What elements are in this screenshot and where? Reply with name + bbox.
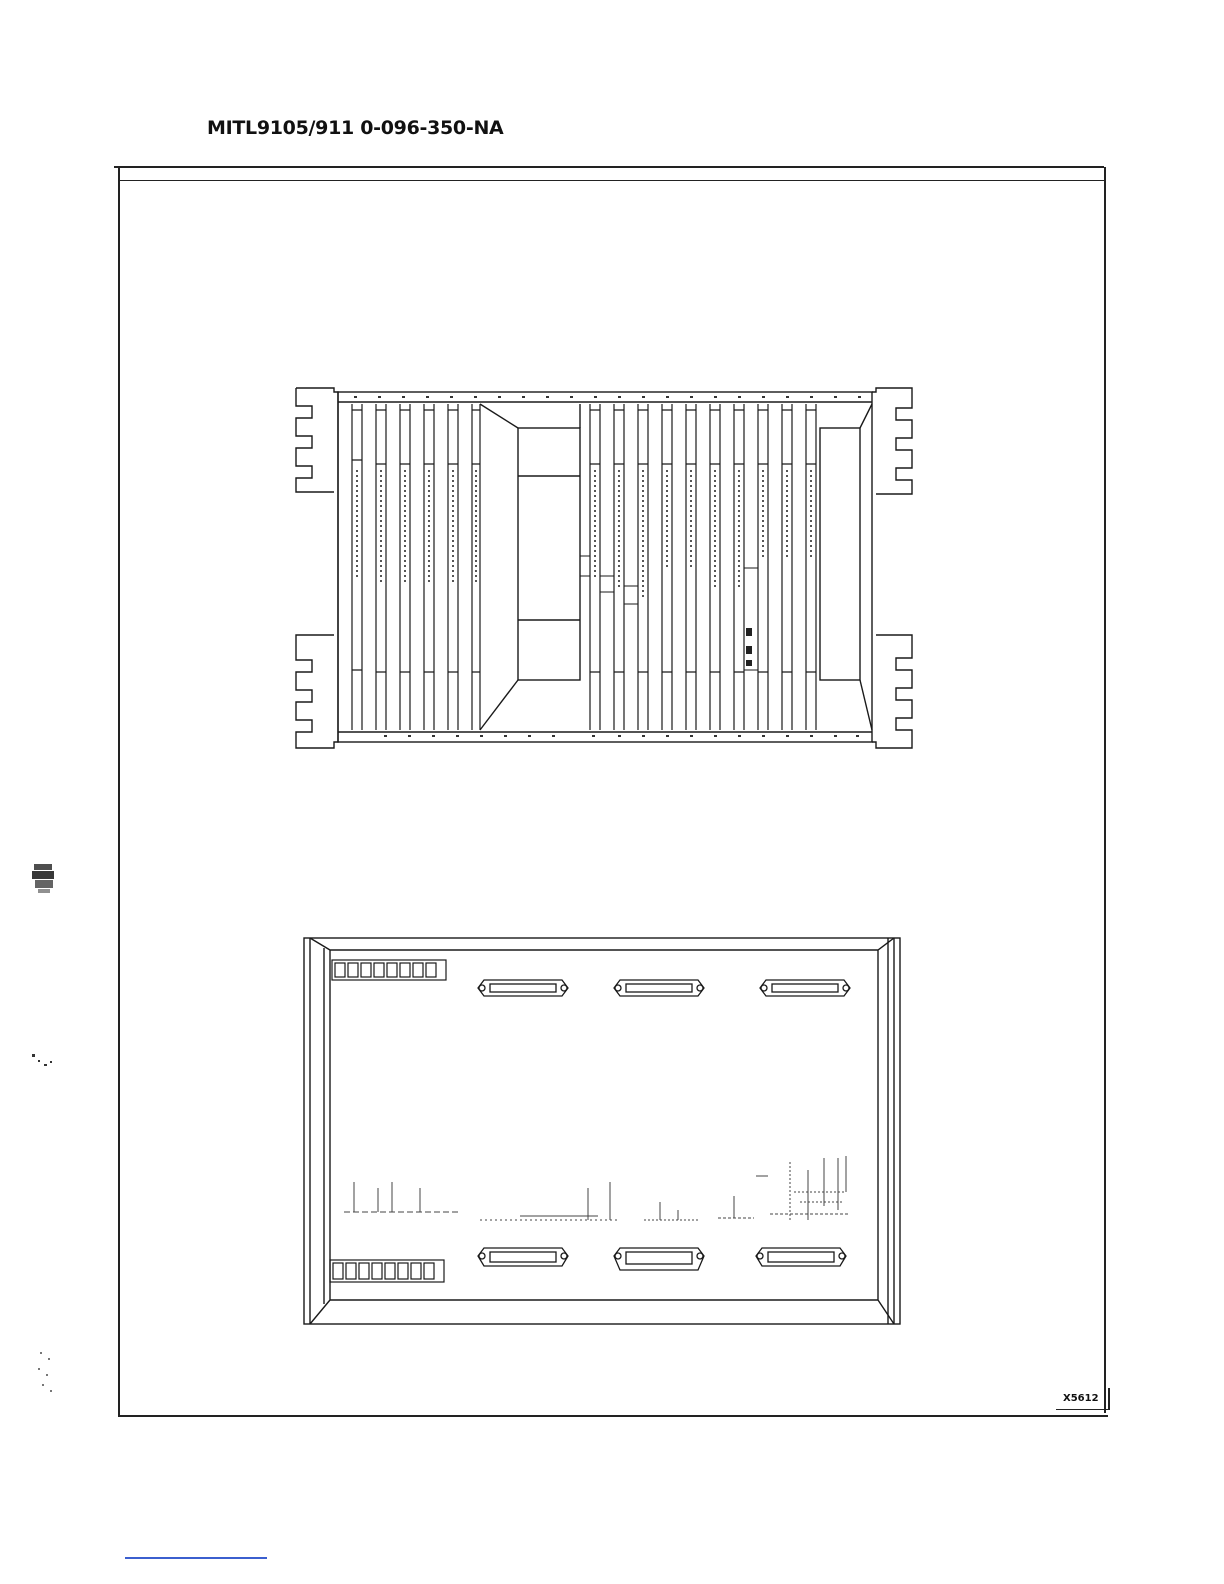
label-step-box-3 bbox=[624, 586, 638, 604]
empty-bay-back-panel bbox=[518, 428, 580, 680]
figure-id-label: X5612 bbox=[1063, 1393, 1099, 1404]
scan-artifact-dots bbox=[34, 1348, 62, 1398]
card-label-lettering bbox=[357, 470, 811, 600]
footer-link-underline[interactable] bbox=[125, 1557, 267, 1559]
figure-id-underline bbox=[1056, 1409, 1108, 1410]
terminal-strip-bottom bbox=[330, 1260, 444, 1282]
label-step-box-1 bbox=[580, 556, 590, 576]
connector-bottom-1 bbox=[478, 1248, 568, 1266]
connector-bottom-2 bbox=[614, 1248, 704, 1270]
left-mounting-bracket bbox=[296, 388, 338, 748]
frame-top-rule bbox=[114, 166, 1104, 168]
frame-top-rule-inner bbox=[118, 180, 1106, 181]
frame-right-border bbox=[1104, 167, 1106, 1413]
connector-bottom-3 bbox=[756, 1248, 846, 1266]
label-step-box-4 bbox=[744, 568, 758, 670]
terminal-strip-top bbox=[332, 960, 446, 980]
backplane-traces bbox=[344, 1156, 848, 1222]
slot-number-marks bbox=[354, 396, 861, 737]
document-number-header: MITL9105/911 0-096-350-NA bbox=[207, 117, 504, 139]
card-shelf-front-view bbox=[290, 380, 960, 760]
right-mounting-bracket bbox=[872, 388, 912, 748]
card-slots-left-group bbox=[352, 404, 480, 730]
connector-row-top bbox=[478, 980, 850, 996]
scan-artifact-speck bbox=[30, 1052, 60, 1072]
right-empty-bay bbox=[820, 428, 860, 680]
shelf-rear-backplane-view bbox=[298, 930, 906, 1332]
frame-bottom-rule bbox=[118, 1415, 1108, 1417]
label-step-box-2 bbox=[600, 576, 614, 592]
frame-left-border bbox=[118, 167, 120, 1417]
card-slots-right-group bbox=[590, 404, 816, 730]
control-card-indicators bbox=[746, 628, 752, 666]
connector-top-3 bbox=[760, 980, 850, 996]
scan-artifact-blot bbox=[30, 862, 58, 896]
connector-row-bottom bbox=[478, 1248, 846, 1270]
connector-top-1 bbox=[478, 980, 568, 996]
figure-id-tick bbox=[1108, 1388, 1110, 1410]
connector-top-2 bbox=[614, 980, 704, 996]
